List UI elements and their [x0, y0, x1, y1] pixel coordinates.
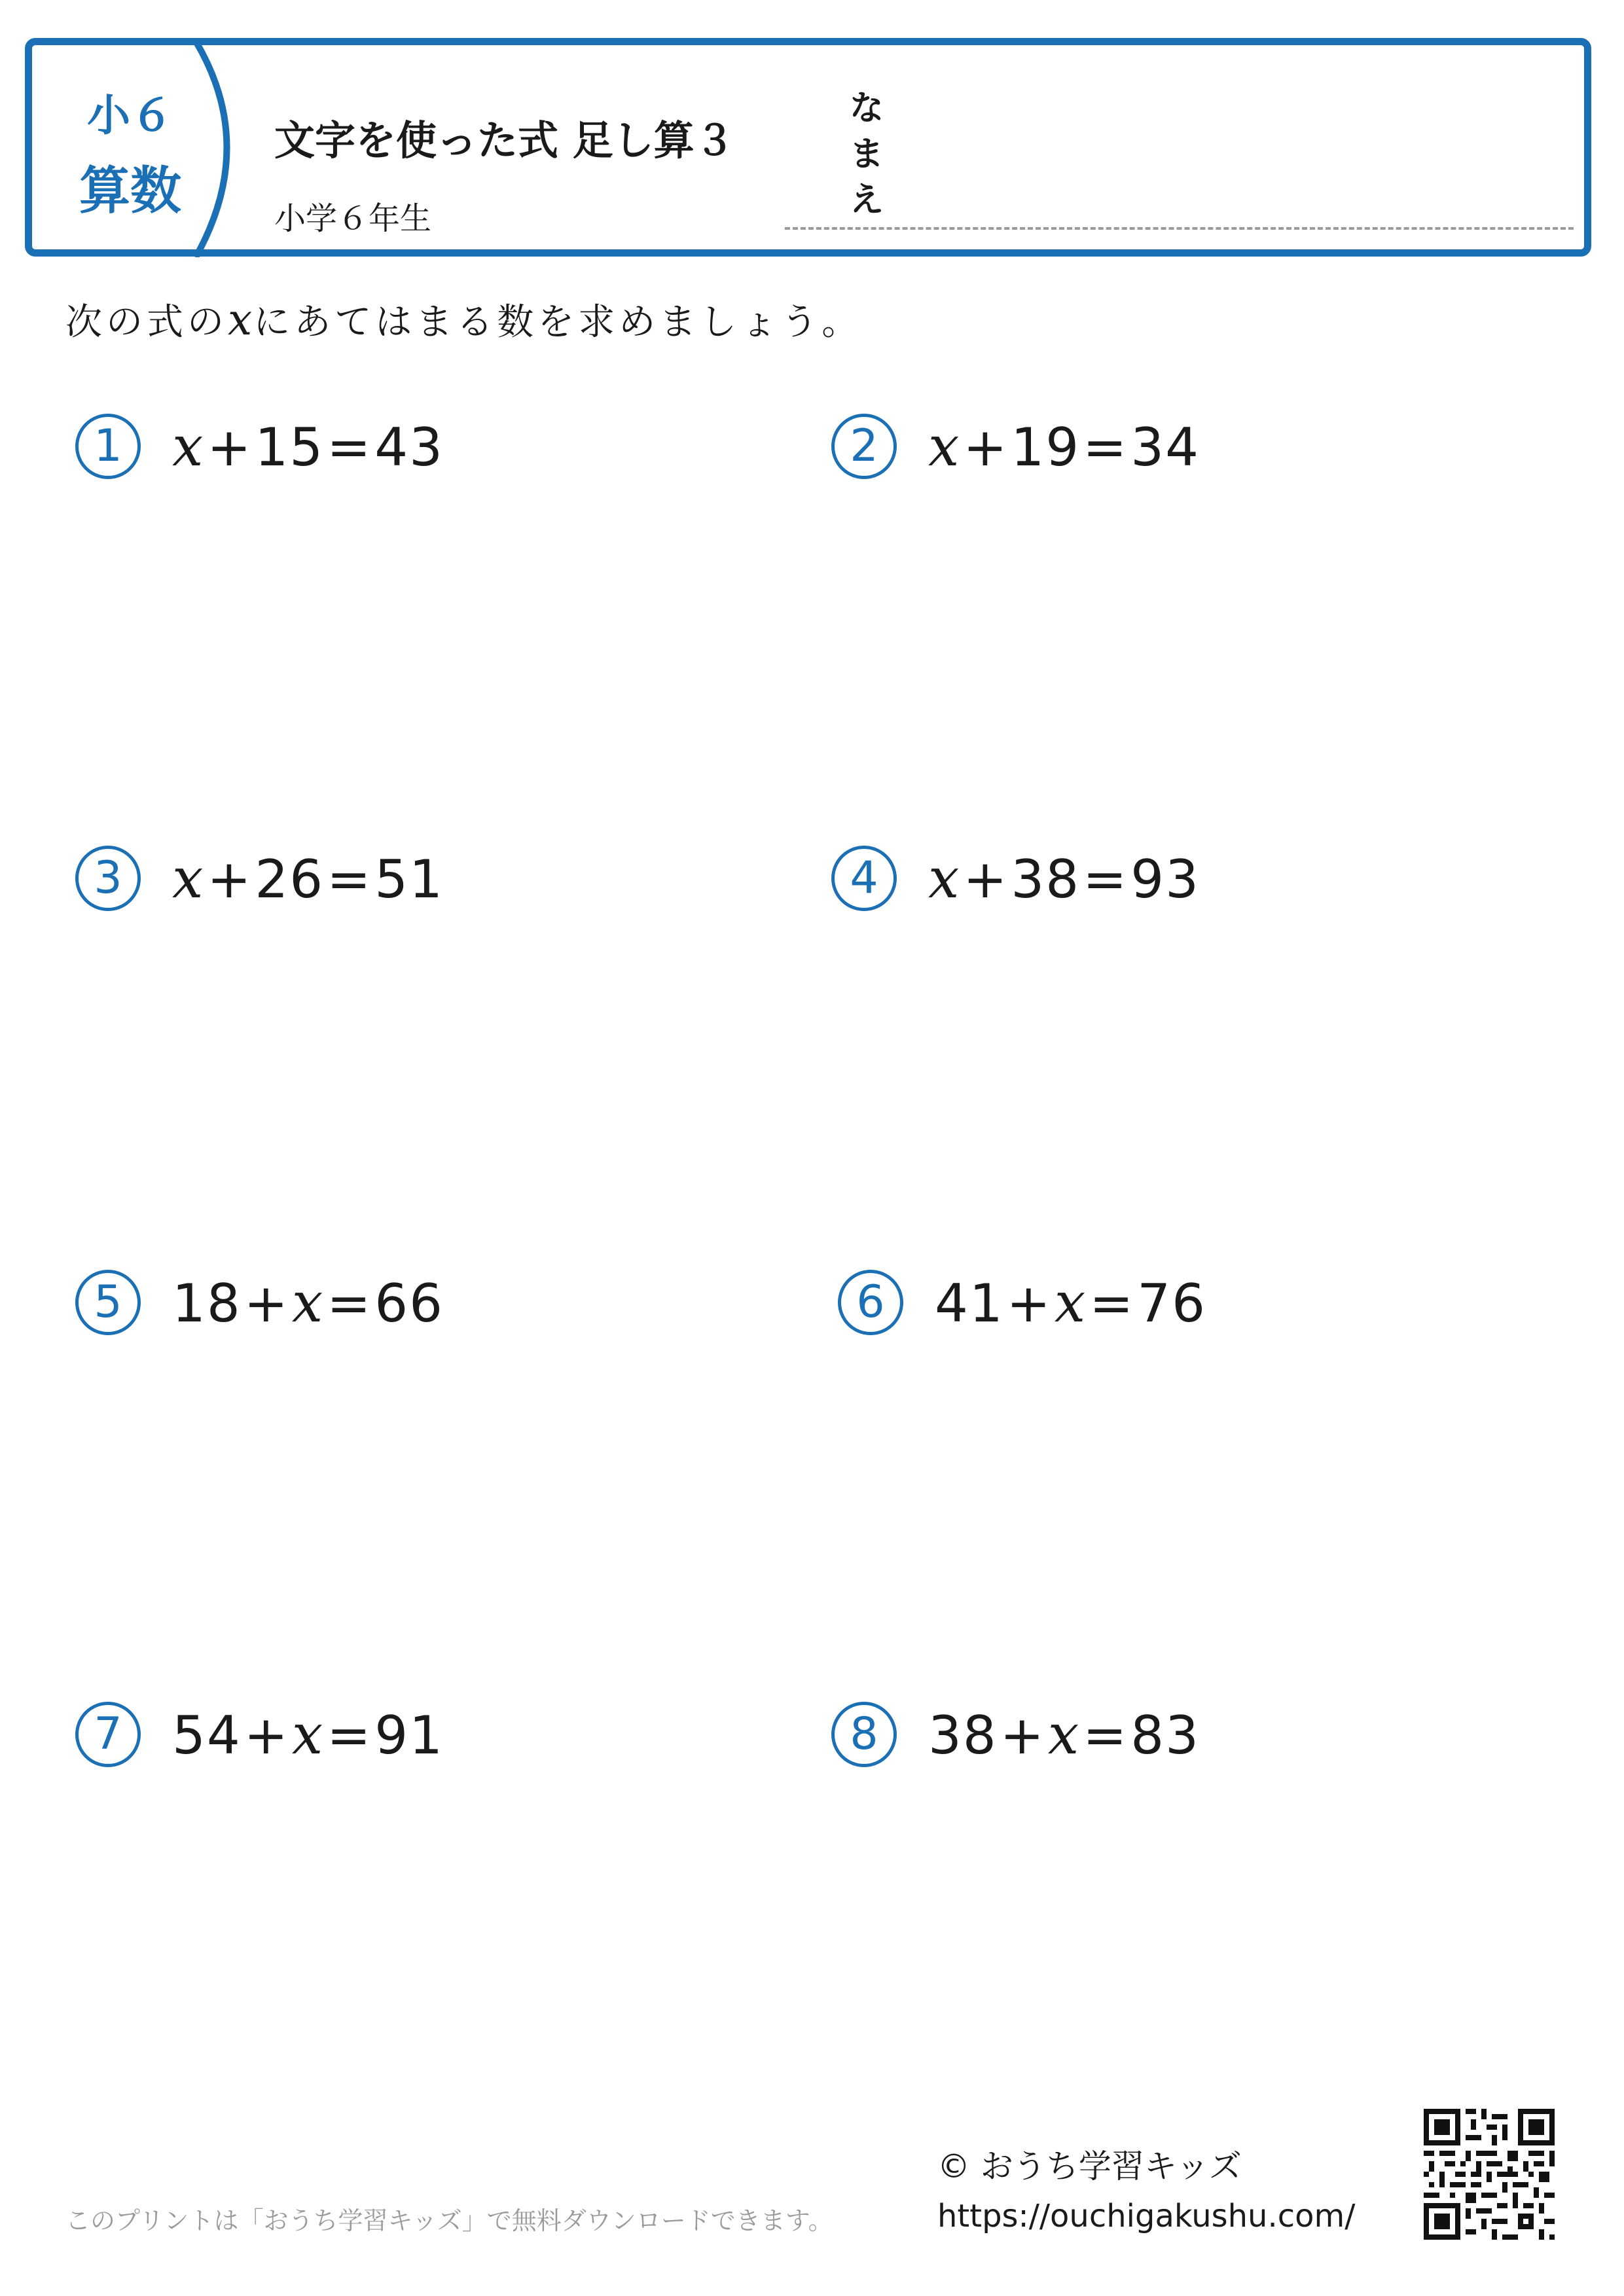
equation: [935, 1270, 1206, 1335]
equation-term: 41: [935, 1273, 1004, 1334]
equation-term: x: [1047, 1702, 1081, 1767]
equation-term: 19: [1011, 417, 1081, 478]
equation-term: 15: [255, 417, 325, 478]
instruction-after: にあてはまる数を求めましょう。: [253, 301, 863, 344]
equation-equals: =: [1083, 1705, 1128, 1766]
problem-7: [75, 1695, 444, 1774]
equation-equals: =: [1083, 417, 1128, 478]
equation: [928, 1702, 1200, 1767]
equation-term: 54: [172, 1705, 242, 1766]
equation-term: x: [1054, 1270, 1087, 1335]
subject-label: 算数: [79, 162, 181, 221]
footer-url-link[interactable]: https://ouchigakushu.com/: [937, 2198, 1356, 2234]
equation-term: 38: [1011, 849, 1081, 910]
equation-term: x: [172, 846, 205, 910]
equation-equals: =: [1089, 1273, 1135, 1334]
problem-3: [75, 839, 444, 918]
instruction-variable: x: [228, 295, 254, 345]
problem-5: [75, 1263, 444, 1342]
instruction: [65, 293, 862, 346]
problem-number-badge: 6: [838, 1270, 903, 1335]
equation-equals: =: [327, 1705, 372, 1766]
equation: [172, 1270, 444, 1335]
equation: [172, 846, 444, 910]
equation: [172, 1702, 444, 1767]
problem-number-badge: 5: [75, 1270, 141, 1335]
problem-number-badge: 1: [75, 414, 141, 479]
problem-6: [838, 1263, 1206, 1342]
sheet-title: 文字を使った式 足し算３: [274, 117, 735, 164]
grade-tab-curve: [189, 41, 261, 257]
instruction-before: 次の式の: [65, 301, 228, 344]
equation-term: 38: [928, 1705, 998, 1766]
equation-equals: =: [327, 1273, 372, 1334]
equation-result: 43: [374, 417, 444, 478]
equation-result: 93: [1130, 849, 1200, 910]
name-label: なまえ: [849, 89, 884, 220]
grade-tab: [32, 45, 242, 249]
equation-term: x: [291, 1270, 325, 1335]
equation-operator: +: [963, 849, 1009, 910]
qr-code-icon: [1424, 2109, 1555, 2240]
equation-result: 91: [374, 1705, 444, 1766]
equation: [928, 414, 1200, 478]
equation-term: x: [928, 846, 961, 910]
equation-result: 83: [1130, 1705, 1200, 1766]
problem-number-badge: 3: [75, 846, 141, 911]
header-box: [25, 38, 1591, 257]
problem-number-badge: 2: [831, 414, 897, 479]
equation-result: 66: [374, 1273, 444, 1334]
equation: [928, 846, 1200, 910]
problem-2: [831, 407, 1200, 486]
equation-term: x: [291, 1702, 325, 1767]
equation-operator: +: [1000, 1705, 1045, 1766]
equation-equals: =: [1083, 849, 1128, 910]
problem-number-badge: 8: [831, 1702, 897, 1767]
footer-brand: © おうち学習キッズ: [937, 2147, 1242, 2185]
equation-operator: +: [1006, 1273, 1052, 1334]
equation-term: 18: [172, 1273, 242, 1334]
problem-8: [831, 1695, 1200, 1774]
equation-operator: +: [244, 1705, 289, 1766]
equation-term: x: [172, 414, 205, 478]
equation-term: 26: [255, 849, 325, 910]
equation-result: 76: [1137, 1273, 1207, 1334]
equation-operator: +: [244, 1273, 289, 1334]
equation-operator: +: [207, 849, 253, 910]
equation-equals: =: [327, 417, 372, 478]
footer-download-note: このプリントは「おうち学習キッズ」で無料ダウンロードできます。: [65, 2206, 833, 2235]
grade-label: 小６: [87, 90, 173, 141]
problem-4: [831, 839, 1200, 918]
sheet-level: 小学６年生: [274, 200, 432, 237]
problem-1: [75, 407, 444, 486]
problem-number-badge: 4: [831, 846, 897, 911]
name-write-line[interactable]: [785, 227, 1574, 230]
equation-operator: +: [963, 417, 1009, 478]
equation: [172, 414, 444, 478]
equation-equals: =: [327, 849, 372, 910]
equation-result: 34: [1130, 417, 1200, 478]
equation-operator: +: [207, 417, 253, 478]
equation-term: x: [928, 414, 961, 478]
problem-number-badge: 7: [75, 1702, 141, 1767]
equation-result: 51: [374, 849, 444, 910]
